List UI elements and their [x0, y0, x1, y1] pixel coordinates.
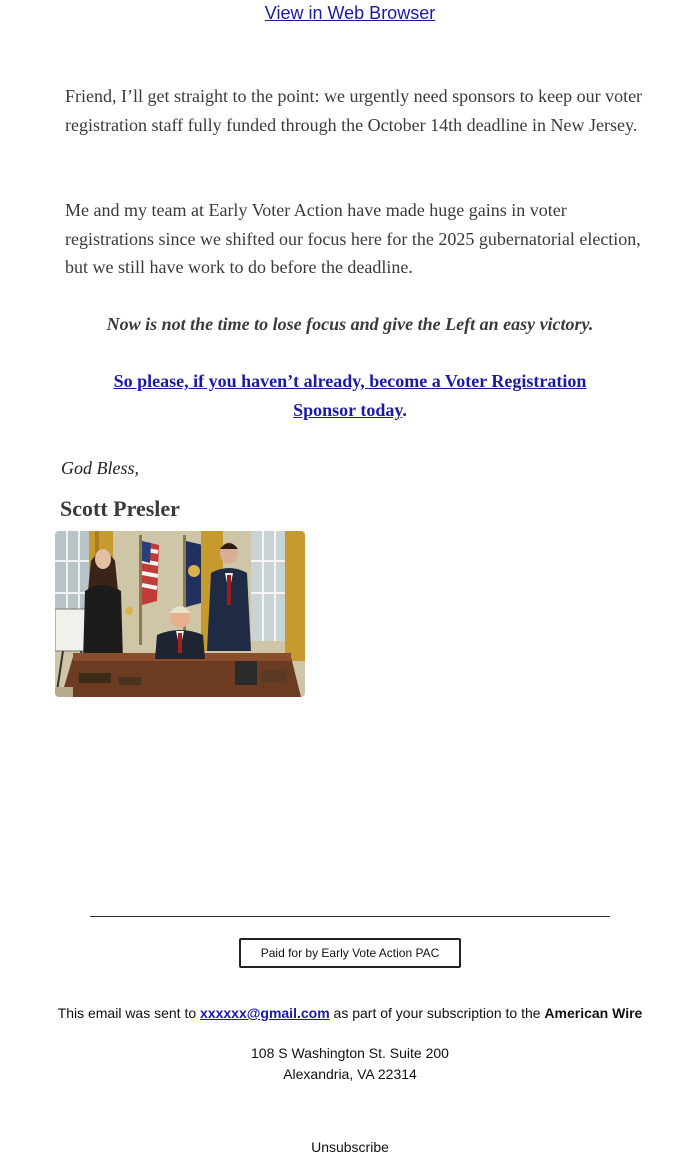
- web-view-bar: [0, 2, 700, 24]
- cta-period: .: [402, 400, 407, 420]
- emphasis-line: Now is not the time to lose focus and give the Left an easy victory.: [106, 314, 594, 334]
- unsubscribe-link[interactable]: Unsubscribe: [311, 1139, 389, 1155]
- sent-middle: as part of your subscription to the: [333, 1005, 541, 1021]
- paragraph-intro: Friend, I’ll get straight to the point: we urgently need sponsors to keep our voter registration staff fully funded through the October 14th deadline in New Jersey.: [65, 86, 643, 135]
- paid-for-disclaimer: Paid for by Early Vote Action PAC: [239, 938, 461, 968]
- signoff: God Bless,: [61, 458, 139, 478]
- mailing-address: [0, 1043, 700, 1085]
- view-in-browser-link[interactable]: View in Web Browser: [264, 3, 436, 23]
- list-name: American Wire: [544, 1005, 643, 1021]
- paragraph-team: Me and my team at Early Voter Action have made huge gains in voter registrations since we shifted our focus here for the 2025 gubernatorial election, but we still have work to do before the deadline.: [65, 200, 641, 277]
- photo-illustration: [55, 531, 305, 697]
- footer-divider: [90, 916, 610, 917]
- address-line-2: Alexandria, VA 22314: [283, 1066, 417, 1082]
- signer-name: Scott Presler: [60, 496, 180, 521]
- sponsor-link[interactable]: So please, if you haven’t already, become a Voter Registration Sponsor today: [113, 371, 587, 420]
- recipient-email-link[interactable]: xxxxxx@gmail.com: [200, 1005, 330, 1021]
- sent-prefix: This email was sent to: [57, 1005, 197, 1021]
- address-line-1: 108 S Washington St. Suite 200: [251, 1045, 449, 1061]
- subscription-notice: [0, 1004, 700, 1022]
- oval-office-photo: [55, 531, 305, 697]
- cta-paragraph: [80, 367, 620, 425]
